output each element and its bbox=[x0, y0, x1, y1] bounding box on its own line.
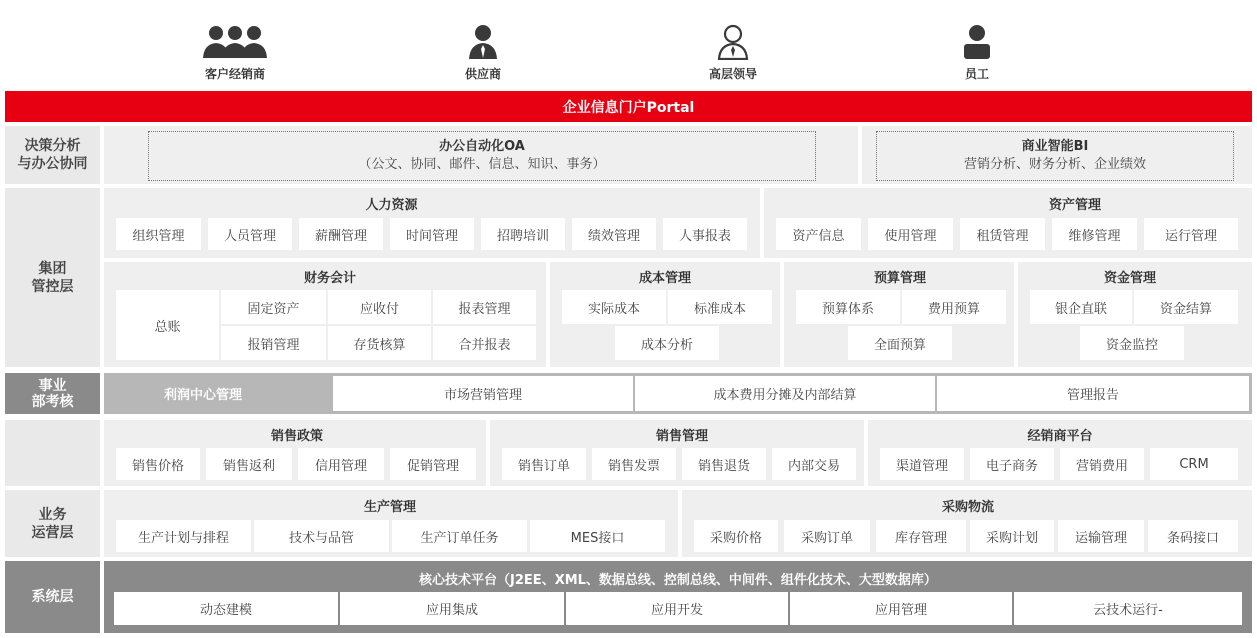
asset-title: 资产管理 bbox=[1048, 198, 1101, 213]
bi-subtitle: 营销分析、财务分析、企业绩效 bbox=[963, 157, 1146, 172]
employee-user bbox=[922, 24, 1032, 82]
hr-item[interactable]: 人事报表 bbox=[663, 218, 747, 250]
division-item[interactable]: 市场营销管理 bbox=[333, 376, 633, 411]
finance-ledger[interactable]: 总账 bbox=[116, 290, 219, 360]
supplier-label: 供应商 bbox=[464, 67, 501, 81]
business-layer-label: 业务 运营层 bbox=[5, 490, 100, 557]
division-layer-label: 事业 部考核 bbox=[5, 373, 100, 414]
hr-item[interactable]: 招聘培训 bbox=[481, 218, 565, 250]
supplier-user bbox=[428, 24, 538, 82]
production-item[interactable]: 技术与品管 bbox=[254, 520, 389, 552]
cost-item[interactable]: 成本分析 bbox=[615, 326, 719, 360]
purchase-item[interactable]: 库存管理 bbox=[876, 520, 966, 552]
fund-title: 资金管理 bbox=[1103, 271, 1156, 286]
customer-dealer-label: 客户经销商 bbox=[204, 67, 265, 81]
dealer-title: 经销商平台 bbox=[1027, 429, 1093, 444]
panel-divider bbox=[858, 126, 862, 184]
finance-title: 财务会计 bbox=[303, 271, 356, 286]
employee-label: 员工 bbox=[964, 67, 989, 81]
dealer-item[interactable]: 电子商务 bbox=[970, 448, 1054, 480]
division-item[interactable]: 管理报告 bbox=[937, 376, 1249, 411]
finance-item[interactable]: 合并报表 bbox=[433, 326, 536, 360]
cost-item[interactable]: 实际成本 bbox=[562, 290, 666, 324]
purchase-title: 采购物流 bbox=[941, 500, 994, 515]
production-item[interactable]: MES接口 bbox=[530, 520, 665, 552]
group-icon bbox=[202, 24, 268, 60]
asset-item[interactable]: 维修管理 bbox=[1052, 218, 1137, 250]
asset-item[interactable]: 资产信息 bbox=[776, 218, 861, 250]
sales-policy-item[interactable]: 销售价格 bbox=[116, 448, 200, 480]
sales-mgmt-item[interactable]: 销售退货 bbox=[682, 448, 766, 480]
group-layer-label: 集团 管控层 bbox=[5, 188, 100, 367]
fund-item[interactable]: 资金监控 bbox=[1080, 326, 1184, 360]
hr-item[interactable]: 组织管理 bbox=[116, 218, 201, 250]
production-item[interactable]: 生产订单任务 bbox=[392, 520, 527, 552]
sales-policy-title: 销售政策 bbox=[270, 429, 323, 444]
budget-title: 预算管理 bbox=[873, 271, 926, 286]
purchase-item[interactable]: 采购订单 bbox=[784, 520, 870, 552]
user-icon bbox=[962, 24, 992, 60]
cost-title: 成本管理 bbox=[638, 271, 691, 286]
user-tie-icon bbox=[468, 24, 498, 60]
budget-item[interactable]: 预算体系 bbox=[796, 290, 900, 324]
asset-item[interactable]: 租赁管理 bbox=[960, 218, 1045, 250]
asset-item[interactable]: 使用管理 bbox=[868, 218, 953, 250]
system-item[interactable]: 应用开发 bbox=[566, 592, 788, 625]
dealer-item[interactable]: 营销费用 bbox=[1060, 448, 1144, 480]
division-item[interactable]: 成本费用分摊及内部结算 bbox=[635, 376, 935, 411]
system-layer-label: 系统层 bbox=[5, 561, 100, 633]
oa-title: 办公自动化OA bbox=[439, 139, 525, 154]
system-item[interactable]: 应用集成 bbox=[340, 592, 564, 625]
budget-item[interactable]: 全面预算 bbox=[848, 326, 952, 360]
sales-mgmt-title: 销售管理 bbox=[655, 429, 708, 444]
hr-item[interactable]: 绩效管理 bbox=[572, 218, 656, 250]
sales-mgmt-item[interactable]: 销售发票 bbox=[592, 448, 676, 480]
sales-policy-item[interactable]: 信用管理 bbox=[298, 448, 384, 480]
purchase-item[interactable]: 采购价格 bbox=[694, 520, 778, 552]
sales-mgmt-item[interactable]: 内部交易 bbox=[772, 448, 856, 480]
sales-mgmt-item[interactable]: 销售订单 bbox=[502, 448, 586, 480]
asset-item[interactable]: 运行管理 bbox=[1144, 218, 1238, 250]
production-item[interactable]: 生产计划与排程 bbox=[116, 520, 251, 552]
core-platform-title: 核心技术平台（J2EE、XML、数据总线、控制总线、中间件、组件化技术、大型数据库） bbox=[419, 573, 937, 588]
purchase-item[interactable]: 条码接口 bbox=[1148, 520, 1238, 552]
customer-dealer-user bbox=[180, 24, 290, 82]
hr-item[interactable]: 薪酬管理 bbox=[299, 218, 383, 250]
fund-item[interactable]: 资金结算 bbox=[1134, 290, 1238, 324]
finance-item[interactable]: 存货核算 bbox=[328, 326, 431, 360]
production-title: 生产管理 bbox=[363, 500, 416, 515]
portal-bar[interactable] bbox=[5, 91, 1252, 122]
oa-subtitle: （公文、协同、邮件、信息、知识、事务） bbox=[358, 157, 606, 172]
system-item[interactable]: 动态建模 bbox=[114, 592, 338, 625]
system-item[interactable]: 云技术运行- bbox=[1014, 592, 1242, 625]
executive-user bbox=[678, 24, 788, 82]
portal-title: 企业信息门户Portal bbox=[562, 99, 695, 116]
decision-layer-label: 决策分析 与办公协同 bbox=[5, 126, 100, 184]
hr-item[interactable]: 人员管理 bbox=[208, 218, 292, 250]
budget-item[interactable]: 费用预算 bbox=[902, 290, 1006, 324]
fund-item[interactable]: 银企直联 bbox=[1030, 290, 1132, 324]
purchase-item[interactable]: 运输管理 bbox=[1058, 520, 1144, 552]
business-layer-label-top bbox=[5, 420, 100, 486]
hr-item[interactable]: 时间管理 bbox=[390, 218, 474, 250]
finance-item[interactable]: 应收付 bbox=[328, 290, 431, 324]
finance-item[interactable]: 固定资产 bbox=[221, 290, 326, 324]
office-automation-box[interactable] bbox=[148, 131, 816, 181]
executive-icon bbox=[717, 24, 749, 60]
cost-item[interactable]: 标准成本 bbox=[668, 290, 772, 324]
sales-policy-item[interactable]: 销售返利 bbox=[206, 448, 292, 480]
finance-item[interactable]: 报表管理 bbox=[433, 290, 536, 324]
profit-center-bar[interactable] bbox=[104, 373, 330, 414]
sales-policy-item[interactable]: 促销管理 bbox=[390, 448, 476, 480]
dealer-item[interactable]: CRM bbox=[1150, 448, 1238, 480]
finance-item[interactable]: 报销管理 bbox=[221, 326, 326, 360]
dealer-item[interactable]: 渠道管理 bbox=[880, 448, 964, 480]
system-item[interactable]: 应用管理 bbox=[790, 592, 1012, 625]
hr-title: 人力资源 bbox=[365, 198, 418, 213]
bi-title: 商业智能BI bbox=[1021, 139, 1089, 154]
profit-center-label: 利润中心管理 bbox=[164, 388, 243, 403]
business-intelligence-box[interactable] bbox=[876, 131, 1234, 181]
executive-label: 高层领导 bbox=[708, 67, 757, 81]
purchase-item[interactable]: 采购计划 bbox=[970, 520, 1054, 552]
